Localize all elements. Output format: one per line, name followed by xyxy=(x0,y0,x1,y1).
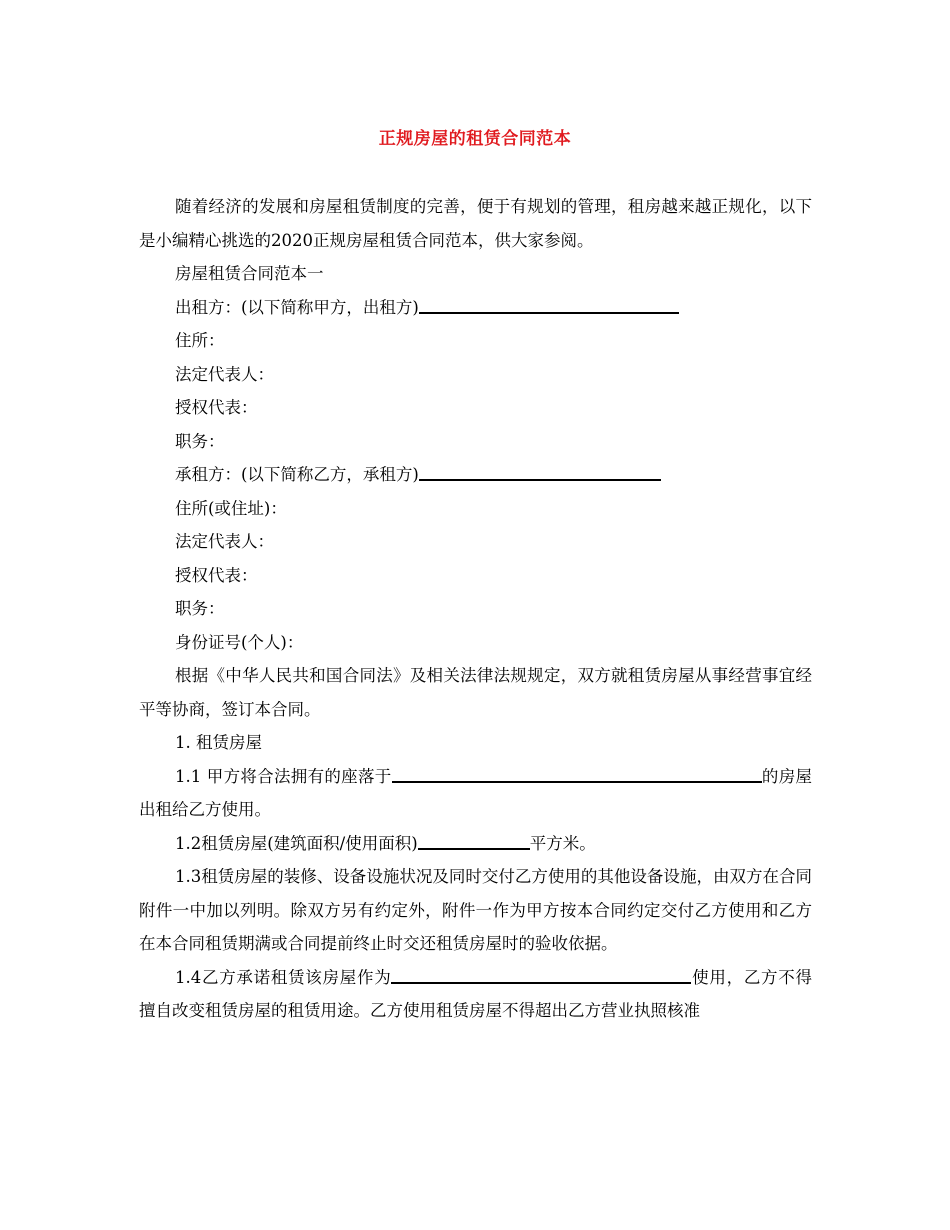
lessee-address: 住所(或住址)： xyxy=(175,498,287,518)
lessor-label: 出租方：(以下简称甲方，出租方) xyxy=(175,297,419,317)
lessee-position: 职务： xyxy=(175,599,225,618)
lessor-address: 住所： xyxy=(175,331,225,350)
clause-1-2-suffix: 平方米。 xyxy=(529,833,596,853)
clause-1-1-prefix: 1.1 甲方将合法拥有的座落于 xyxy=(175,766,392,786)
lessee-authorized-rep: 授权代表： xyxy=(175,565,258,585)
lessee-line xyxy=(139,458,812,492)
clause-1-2-prefix: 1.2租赁房屋(建筑面积/使用面积) xyxy=(175,833,418,853)
intro-paragraph: 随着经济的发展和房屋租赁制度的完善，便于有规划的管理，租房越来越正规化，以下是小编精心挑选的2020正规房屋租赁合同范本，供大家参阅。 xyxy=(139,197,812,250)
clause-1-4-prefix: 1.4乙方承诺租赁该房屋作为 xyxy=(175,967,392,987)
lessee-id-number: 身份证号(个人)： xyxy=(175,632,304,652)
clause-1-1-blank xyxy=(392,763,762,783)
lessee-legal-rep: 法定代表人： xyxy=(175,532,274,551)
clause-1-2-blank xyxy=(418,830,530,850)
document-body xyxy=(139,190,812,1028)
lessee-blank xyxy=(419,461,661,481)
section-heading: 房屋租赁合同范本一 xyxy=(175,264,324,283)
clause-1-4 xyxy=(139,961,812,1028)
lessee-label: 承租方：(以下简称乙方，承租方) xyxy=(175,465,419,484)
clause-1-heading: 1. 租赁房屋 xyxy=(175,733,262,752)
lessor-authorized-rep: 授权代表： xyxy=(175,398,258,417)
preamble-paragraph: 根据《中华人民共和国合同法》及相关法律法规规定，双方就租赁房屋从事经营事宜经平等协商，签订本合同。 xyxy=(139,666,812,719)
lessor-blank xyxy=(419,294,679,314)
clause-1-4-blank xyxy=(391,964,691,984)
clause-1-4-suffix: 使用，乙方不得擅自改变租赁房屋的租赁用途。乙方使用租赁房屋不得超出乙方营业执照核准 xyxy=(139,967,813,1020)
clause-1-1 xyxy=(139,760,812,827)
document-title: 正规房屋的租赁合同范本 xyxy=(378,129,572,149)
lessor-legal-rep: 法定代表人： xyxy=(175,364,274,384)
lessor-line xyxy=(139,291,812,325)
clause-1-1-suffix: 的房屋出租给乙方使用。 xyxy=(139,766,812,819)
lessor-position: 职务： xyxy=(175,431,225,451)
clause-1-3: 1.3租赁房屋的装修、设备设施状况及同时交付乙方使用的其他设备设施，由双方在合同附件一中加以列明。除双方另有约定外，附件一作为甲方按本合同约定交付乙方使用和乙方在本合同租赁期满或合同提前终止时交还租赁房屋时的验收依据。 xyxy=(139,867,812,953)
clause-1-2 xyxy=(139,827,812,861)
